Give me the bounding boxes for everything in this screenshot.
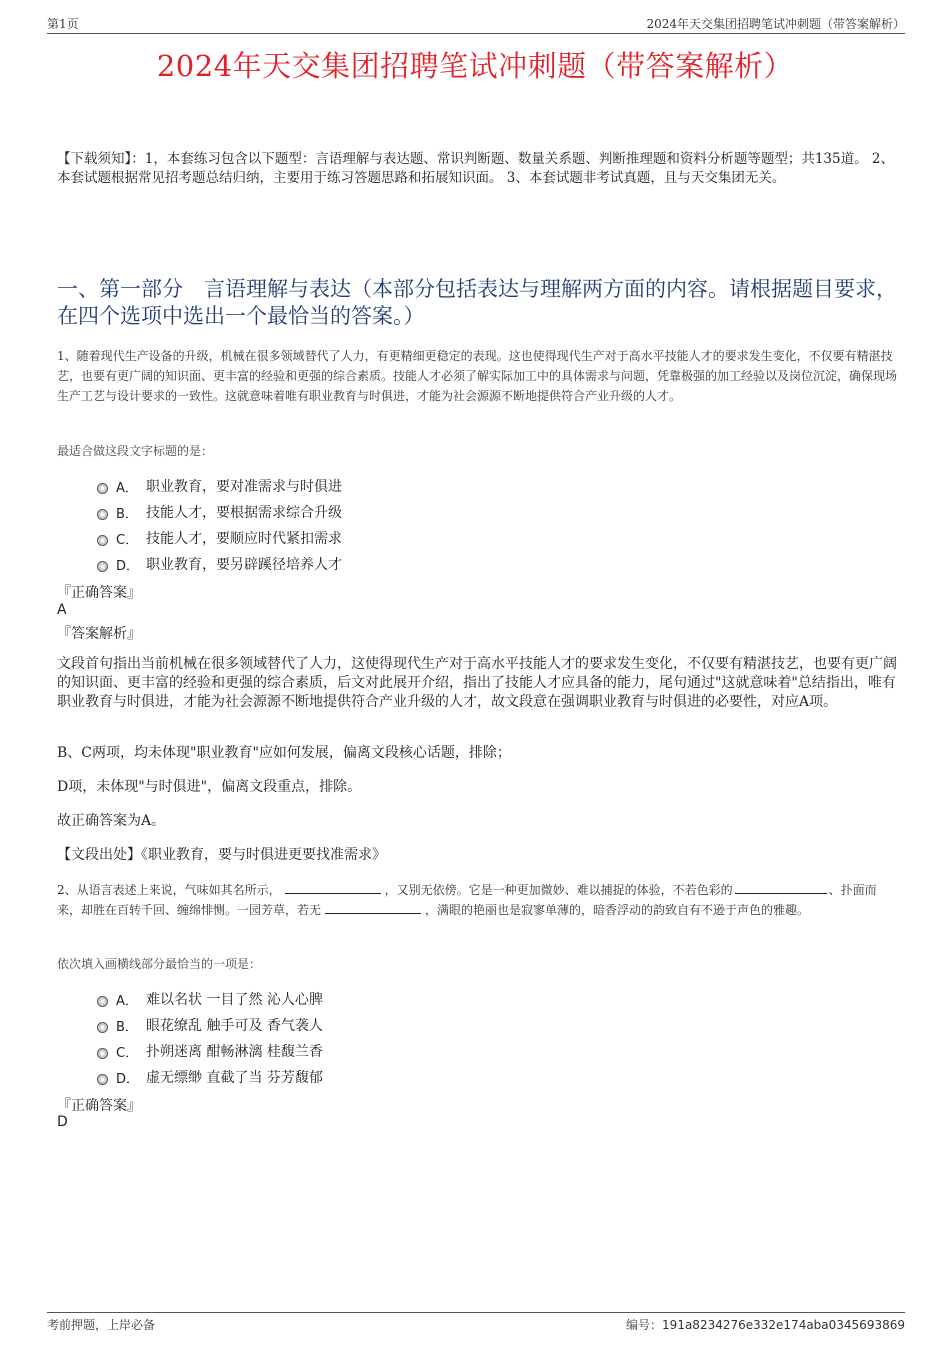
- fill-blank-2[interactable]: [735, 881, 827, 894]
- fill-blank-1[interactable]: [285, 881, 381, 894]
- question-1-option-a[interactable]: [97, 475, 342, 497]
- option-letter: B．: [116, 506, 138, 522]
- radio-button-icon[interactable]: [97, 996, 108, 1007]
- header-doc-title: 2024年天交集团招聘笔试冲刺题（带答案解析）: [646, 17, 905, 31]
- question-1-option-b[interactable]: [97, 501, 342, 523]
- section-heading: 一、第一部分 言语理解与表达（本部分包括表达与理解两方面的内容。请根据题目要求，在四个选项中选出一个最恰当的答案。）: [57, 277, 897, 328]
- option-text: 虚无缥缈 直截了当 芬芳馥郁: [146, 1070, 323, 1086]
- footer-code-value: 191a8234276e332e174aba0345693869: [662, 1318, 905, 1332]
- question-2-text-part: 、扑面而来，却胜在百转千回、缠绵悱恻。一园芳草，若无: [57, 883, 877, 917]
- question-1-answer: A: [57, 602, 67, 618]
- analysis-paragraph-4: 故正确答案为A。: [57, 813, 166, 829]
- option-letter: C．: [116, 532, 139, 548]
- option-letter: C．: [116, 1045, 139, 1061]
- question-1-option-d[interactable]: [97, 553, 342, 575]
- fill-blank-3[interactable]: [325, 901, 421, 914]
- question-2-text-part: ，满眼的艳丽也是寂寥单薄的，暗香浮动的韵致自有不逊于声色的雅趣。: [425, 903, 810, 917]
- question-1-analysis-label: 『答案解析』: [57, 626, 141, 642]
- radio-button-icon[interactable]: [97, 1074, 108, 1085]
- question-2-option-d[interactable]: [97, 1066, 323, 1088]
- question-2-text-part: ，又别无依傍。它是一种更加微妙、难以捕捉的体验，不若色彩的: [384, 883, 733, 897]
- option-letter: D．: [116, 1071, 140, 1087]
- page-number: 第1页: [47, 17, 79, 31]
- option-letter: B．: [116, 1019, 138, 1035]
- page-title: 2024年天交集团招聘笔试冲刺题（带答案解析）: [156, 49, 794, 83]
- analysis-paragraph-2: B、C两项，均未体现"职业教育"应如何发展，偏离文段核心话题，排除；: [57, 745, 511, 761]
- option-text: 扑朔迷离 酣畅淋漓 桂馥兰香: [146, 1044, 323, 1060]
- analysis-paragraph-3: D项，未体现"与时俱进"，偏离文段重点，排除。: [57, 779, 362, 795]
- question-2-answer-label: 『正确答案』: [57, 1098, 141, 1114]
- question-2-text: [57, 880, 897, 920]
- radio-button-icon[interactable]: [97, 535, 108, 546]
- radio-button-icon[interactable]: [97, 509, 108, 520]
- option-text: 技能人才，要顺应时代紧扣需求: [146, 531, 342, 547]
- question-2-option-c[interactable]: [97, 1040, 323, 1062]
- question-1-option-c[interactable]: [97, 527, 342, 549]
- question-2-prompt: 依次填入画横线部分最恰当的一项是：: [57, 957, 262, 971]
- question-2-option-b[interactable]: [97, 1014, 323, 1036]
- question-2-answer: D: [57, 1114, 68, 1130]
- question-1-answer-label: 『正确答案』: [57, 585, 141, 601]
- radio-button-icon[interactable]: [97, 1048, 108, 1059]
- question-1-prompt: 最适合做这段文字标题的是：: [57, 444, 214, 458]
- header-divider: [47, 33, 905, 34]
- option-text: 职业教育，要对准需求与时俱进: [146, 479, 342, 495]
- option-text: 眼花缭乱 触手可及 香气袭人: [146, 1018, 323, 1034]
- option-text: 职业教育，要另辟蹊径培养人才: [146, 557, 342, 573]
- footer-divider: [47, 1312, 905, 1313]
- option-letter: A．: [116, 480, 138, 496]
- footer-code: [626, 1316, 905, 1333]
- analysis-source: 【文段出处】《职业教育，要与时俱进更要找准需求》: [57, 847, 386, 863]
- footer-slogan: 考前押题，上岸必备: [47, 1318, 156, 1332]
- question-2-text-part: 2、从语言表述上来说，气味如其名所示，: [57, 883, 281, 897]
- option-letter: D．: [116, 558, 140, 574]
- analysis-paragraph-1: 文段首句指出当前机械在很多领域替代了人力，这使得现代生产对于高水平技能人才的要求发生变化，不仅要有精湛技艺，也要有更广阔的知识面、更丰富的经验和更强的综合素质，后文对此展开介绍，指出了技能人才应具备的能力，尾句通过"这就意味着"总结指出，唯有职业教育与时俱进，才能为社会源源不断地提供符合产业升级的人才，故文段意在强调职业教育与时俱进的必要性，对应A项。: [57, 656, 897, 710]
- radio-button-icon[interactable]: [97, 561, 108, 572]
- footer-code-label: 编号：: [626, 1318, 663, 1332]
- download-notice: 【下载须知】：1，本套练习包含以下题型：言语理解与表达题、常识判断题、数量关系题、判断推理题和资料分析题等题型；共135道。 2、本套试题根据常见招考题总结归纳，主要用于练习答题思路和拓展知识面。 3、本套试题非考试真题，且与天交集团无关。: [57, 151, 894, 186]
- option-text: 技能人才，要根据需求综合升级: [146, 505, 342, 521]
- question-1-text: 1、随着现代生产设备的升级，机械在很多领域替代了人力，有更精细更稳定的表现。这也使得现代生产对于高水平技能人才的要求发生变化，不仅要有精湛技艺，也要有更广阔的知识面、更丰富的经验和更强的综合素质。技能人才必须了解实际加工中的具体需求与问题，凭靠极强的加工经验以及岗位沉淀，确保现场生产工艺与设计要求的一致性。这就意味着唯有职业教育与时俱进，才能为社会源源不断地提供符合产业升级的人才。: [57, 349, 898, 403]
- radio-button-icon[interactable]: [97, 483, 108, 494]
- option-letter: A．: [116, 993, 138, 1009]
- question-2-option-a[interactable]: [97, 988, 323, 1010]
- option-text: 难以名状 一目了然 沁人心脾: [146, 992, 323, 1008]
- radio-button-icon[interactable]: [97, 1022, 108, 1033]
